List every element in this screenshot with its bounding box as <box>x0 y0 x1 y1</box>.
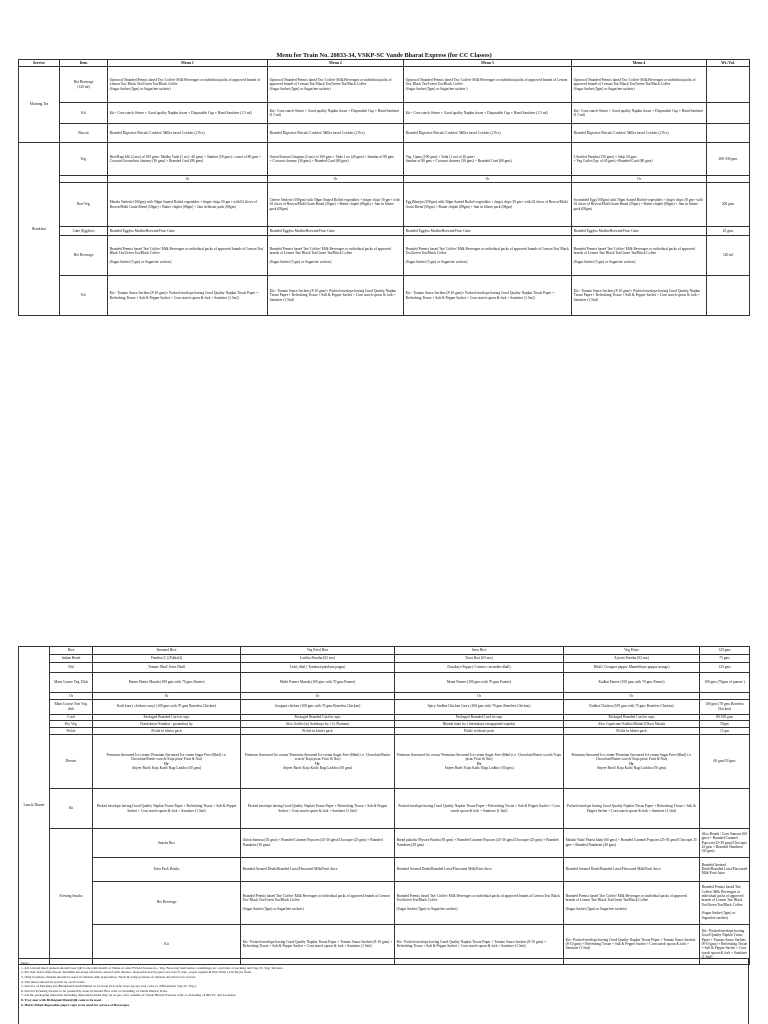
note-line: 2. Pre mix Tea/Coffee/Green Tea/Milk beverage should be served with thermo- disposable hard paper/corn starch cups , paper napkin & Hot Water (150 ml) in flask. <box>21 970 252 975</box>
or-label: Or <box>395 693 564 700</box>
menu-4-cell: Dhall ( Gongura pappu/ Mamidikaya pappu/ mango) <box>564 663 700 673</box>
menu-3-cell: Branded Premix based Tea/ Coffee/ Milk Beverages or individual packs of approved brands of Lemon Tea/ Black Tea/Green Tea/Black Coffee (Sugar Sachet (5gm) or Sugarfree sachets) <box>564 881 700 924</box>
table-row <box>19 183 750 227</box>
item-name: Main Course Veg. Dish <box>50 673 93 693</box>
menu-1-cell: Pickle in blister pack <box>93 728 241 735</box>
menu-3-cell: Branded Digestive Biscuit/ Cookies/ Millet based Cookies (2 Pcs) <box>404 124 572 143</box>
item-name: Rice <box>50 647 93 655</box>
weight-cell: 25 gms <box>707 227 750 236</box>
menu-1-cell: Branded Digestive Biscuit/ Cookies/ Millet based Cookies (2 Pcs) <box>108 124 268 143</box>
note-line: 1. All colored meal packets should bear QR Code with details of Name of unit, FSSAI license no., Veg./Non-veg item name, Grammage etc. and date of packing and Veg./N. Veg. Stickers. <box>21 965 284 970</box>
or-label: Or <box>241 693 395 700</box>
or-label: Or <box>564 693 700 700</box>
menu-4-cell: Branded Aerated Drink/Branded Lassi/Flavoured Milk/Fruit Juice <box>700 857 750 881</box>
weight-cell <box>707 276 750 316</box>
header-menu-1: Menu 1 <box>108 60 268 67</box>
menu-3-cell: Packaged Branded Curd in cups <box>395 714 564 721</box>
weight-cell: 100 gms (70gms of paneer ) <box>700 673 750 693</box>
header-menu-4: Menu 4 <box>572 60 707 67</box>
or-label: Or <box>108 176 268 183</box>
or-label: Or <box>629 761 634 766</box>
menu-4-cell: Ajwain Paratha (02 nos) <box>564 655 700 663</box>
menu-3-cell: Tawa Roti (03 nos) <box>395 655 564 663</box>
menu-2-cell: Gongura chicken (100 gms with 70 gms Boneless Chicken) <box>241 699 395 714</box>
table-row <box>19 655 750 663</box>
note-line: 4. The menu should be served on cyclic basis. <box>21 979 86 984</box>
menu-2-cell: Branded Digestive Biscuit/ Cookies/ Millet based Cookies (2 Pcs) <box>268 124 404 143</box>
notes-box <box>18 958 749 1024</box>
item-name: Hot Beverage <box>60 236 108 276</box>
menu-1-cell: Kit:- Tomato Sauce Sachets (8-10 gms)+ Packed envelope having Good Quality Napkin Tissue Paper + Refreshing Tissue + Salt & Pepper Sachet + Corn starch spoon & fork + Sanitizer (1.5ml) <box>108 276 268 316</box>
menu-3-cell: Bhendi bean fry ( bendakaya senagapindi vepudu) <box>395 721 564 728</box>
menu-1-cell: Onion Samosa (45 gms) + Branded Caramel Popcorn (25-30 gms)/Chocopie (25 gms) + Branded Namkeen (30 gms) <box>241 829 395 857</box>
table-row <box>19 789 750 829</box>
menu-3-cell: Spicy Andhra Chicken Curry (100 gms with 70 gms Boneless Chicken) <box>395 699 564 714</box>
menu-3-cell: Option of Branded Premix based Tea/ Coffee/ Milk Beverages or individual packs of approved brands of Lemon Tea/ Black Tea/Green Tea/Black Coffee (Sugar Sachet (5gm) or Sugarfree sachets ) <box>404 67 572 103</box>
table-row <box>19 721 750 728</box>
dessert-option-a: Premium flavoured Ice cream/ Premium flavoured Ice cream Sugar Free (60ml) i.e. Chocolate/Butter scotch/ Kaju pista/ Fruit & Nut) <box>396 752 562 762</box>
item-name: Dessert <box>50 735 93 789</box>
menu-3-cell: Masala Vada/ Pharta bhaji (60 gms) + Branded Caramel Popcorn (25-30 gms)/Chocopie 25 gms + Branded Namkeen (30 gms) <box>564 829 700 857</box>
notes-heading: Note:- <box>21 961 30 965</box>
menu-4-cell: Branded Eggless Muffin/Brownie/Fruit Cake <box>572 227 707 236</box>
menu-4-cell: Packed envelope having Good Quality Napkin Tissue Paper + Refreshing Tissue + Salt & Pepper Sachet + Corn starch spoon & fork + Sanitizer (1.5ml) <box>564 789 700 829</box>
menu-1-cell: Paneer Butter Masala (100 gms with 70 gms Paneer) <box>93 673 241 693</box>
table-row <box>19 236 750 276</box>
weight-cell: 120 ml <box>707 236 750 276</box>
table-row <box>19 728 750 735</box>
table-row <box>19 699 750 714</box>
header-service: Service <box>19 60 60 67</box>
weight-cell: 200-330 gms <box>707 143 750 176</box>
item-name: Hot Beverage (120 ml) <box>60 67 108 103</box>
menu-4-cell: Kit:- Tomato Sauce Sachets (8-10 gms)+ Packed envelope having Good Quality Napkin Tissue Paper + Refreshing Tissue + Salt & Pepper Sachet + Corn starch spoon & fork + Sanitizer (1.5ml) <box>572 276 707 316</box>
table-row <box>19 143 750 176</box>
menu-1-cell: Branded Eggless Muffin/Brownie/Fruit Cake <box>108 227 268 236</box>
item-name: Pickle <box>50 728 93 735</box>
menu-2-cell: Lachha Paratha (02 nos) <box>241 655 395 663</box>
menu-1-cell: Kit:- Packed envelope having Good Quality Napkin Tissue Paper + Tomato Sauce Sachets (8-10 gms) + Refreshing Tissue + Salt & Pepper Sachet + Corn starch spoon & fork + Sanitizer (1.5ml) <box>241 924 395 964</box>
menu-3-cell: Kit:- Packed envelope having Good Quality Napkin Tissue Paper + Tomato Sauce Sachets (8-10 gms) + Refreshing Tissue + Salt & Pepper Sachet + Corn starch spoon & fork + Sanitizer (1.5ml) <box>564 924 700 964</box>
menu-4-cell: Branded Premix based Tea/ Coffee/ Milk Beverages or individual packs of approved brands of Lemon Tea/ Black Tea/Green Tea/Black Coffee (Sugar Sachet (5gm) or Sugarfree sachets) <box>700 881 750 924</box>
menu-2-cell: Bread pakoda/ Mysore Bonda (65 gms) + Branded Caramel Popcorn (25-30 gms)/Chocopie (25 gms) + Branded Namkeen (30 gms) <box>395 829 564 857</box>
menu-4-cell: Branded Digestive Biscuit/ Cookies/ Millet based Cookies (2 Pcs) <box>572 124 707 143</box>
dessert-option-a: Premium flavoured Ice cream/ Premium flavoured Ice cream Sugar Free (60ml) i.e. Chocolate/Butter scotch/ Kaju pista/ Fruit & Nut) <box>244 752 391 762</box>
table-row <box>19 663 750 673</box>
menu-2-cell: Leafy dhal ( Tomkura/palakura pappu) <box>241 663 395 673</box>
service-evening-snacks: Evening Snacks <box>50 829 93 965</box>
menu-4-cell: Veg Pulao <box>564 647 700 655</box>
menu-4-cell: Branded Premix based Tea/ Coffee/ Milk Beverages or individual packs of approved brands of Lemon Tea/ Black Tea/Green Tea/Black Coffee (Sugar Sachet (5 gm) or Sugarfree sachets) <box>572 236 707 276</box>
or-label: Or <box>93 693 241 700</box>
service-breakfast: Breakfast <box>19 143 60 316</box>
menu-4-cell: Kit:- Packed envelope having Good Quality Napkin Tissue Paper + Tomato Sauce Sachets (8-10 gms) + Refreshing Tissue + Salt & Pepper Sachet + Corn starch spoon & fork + Sanitizer (1.5ml) <box>700 924 750 964</box>
item-name: Kit <box>60 103 108 124</box>
menu-2-cell: Packed envelope having Good Quality Napkin Tissue Paper + Refreshing Tissue + Salt & Pepper Sachet + Corn starch spoon & fork + Sanitizer (1.5ml) <box>241 789 395 829</box>
menu-2-cell <box>241 735 395 789</box>
item-name: Kit <box>50 789 93 829</box>
menu-3-cell: Egg Bhurjee (100gm) with 50gm Sauted Boiled vegetables + finger chips 50 gm+ with 02 slices of Brown/Multi Grain Bread (50gm) + Butter chiplet (08gm) + Jam in blister pack (08gm) <box>404 183 572 227</box>
item-name: Biscuit <box>60 124 108 143</box>
weight-cell <box>707 103 750 124</box>
menu-2-cell: Methi Paneer Masala (100 gms with 70 gms Paneer) <box>241 673 395 693</box>
table-row <box>19 124 750 143</box>
menu-3-cell <box>395 735 564 789</box>
or-label: Or <box>50 693 93 700</box>
weight-cell: 200 gms <box>707 183 750 227</box>
menu-4-cell: Kit:- Corn starch Stirrer + Good quality Napkin tissue + Disposable Cup + Hand Sanitizer (1.5 ml) <box>572 103 707 124</box>
table-row <box>19 103 750 124</box>
weight-cell <box>707 124 750 143</box>
item-name: Main Course Non Veg. dish <box>50 699 93 714</box>
item-name: Curd <box>50 714 93 721</box>
menu-2-cell: Onion/Tomato Uttapam (2 nos) of 100 gms + Vada 1 no (40 gms) + Sambar of 80 gms + Coconut chutney (30 gms) + Branded Curd (80 gms) <box>268 143 404 176</box>
table-row <box>19 227 750 236</box>
weight-cell: 100 gms (70 gms Boneless Chicken) <box>700 699 750 714</box>
menu-4-cell: Kadhai Paneer (100 gms with 70 gms Paneer) <box>564 673 700 693</box>
item-name: Kit <box>93 924 241 964</box>
menu-2-cell: Kit:- Tomato Sauce Sachets (8-10 gms)+ Packed envelope having Good Quality Napkin Tissue Paper + Refreshing Tissue + Salt & Pepper Sachet + Corn starch spoon & fork + Sanitizer (1.5ml) <box>268 276 404 316</box>
menu-3-cell: Kit:- Corn starch Stirrer + Good quality Napkin tissue + Disposable Cup + Hand Sanitizer (1.5 ml) <box>404 103 572 124</box>
menu-4-cell: Scrambled Egg (100gm) with 50gm Sauted Boiled vegetables + finger chips 50 gm+ with 02 slices of Brown/Multi Grain Bread (50gm) + Butter chiplet (08gm) + Jam in blister pack (08gm) <box>572 183 707 227</box>
menu-4-cell: Aloo Bonda / Corn Samosa (60 gms) + Branded Caramel Popcorn (25-30 gms)/Chocopie 25 gms + Branded Namkeen (30 gms) <box>700 829 750 857</box>
table-row <box>19 857 750 881</box>
or-label: Or <box>476 761 482 766</box>
item-name: Dal <box>50 663 93 673</box>
table-row <box>19 673 750 693</box>
weight-cell: 60 gms/50 gms <box>700 735 750 789</box>
menu-1-cell: Option of Branded Premix based Tea/ Coffee/ Milk Beverages or individual packs of approved brands of Lemon Tea/ Black Tea/Green Tea/Black Coffee (Sugar Sachet (5gm) or Sugarfree sachets) <box>108 67 268 103</box>
service-morning-tea: Morning Tea <box>19 67 60 143</box>
menu-1-cell: Kodi kura ( chicken curry) (100 gms with 70 gms Boneless Chicken) <box>93 699 241 714</box>
table-row <box>19 881 750 924</box>
menu-2-cell: Cheese Omlette (100gm) with 50gm Sauted Boiled vegetables + finger chips 50 gm+ with 02 slices of Brown/Multi Grain Bread (50gm) + Butter chiplet (08gm) + Jam in blister pack (08gm) <box>268 183 404 227</box>
item-name: Snacks Box <box>93 829 241 857</box>
menu-3-cell: Branded Aerated Drink/Branded Lassi/Flavoured Milk/Fruit Juice <box>564 857 700 881</box>
menu-4-cell: Kadhai Chicken (100 gms with 70 gms Boneless Chicken) <box>564 699 700 714</box>
menu-4-cell: Aloo Capsicum/ Kadhai Bhindi (Okra) Masala <box>564 721 700 728</box>
menu-3-cell: Matar Paneer (100 gms with 70 gms Paneer) <box>395 673 564 693</box>
menu-2-cell: Packaged Branded Curd in cups <box>241 714 395 721</box>
menu-2-cell: Branded Premix based Tea/ Coffee/ Milk Beverages or individual packs of approved brands of Lemon Tea/ Black Tea/Green Tea/Black Coffee (Sugar Sachet (5 gm) or Sugarfree sachets) <box>268 236 404 276</box>
note-line-bold: 8. Tray mat with Bi-lingual Menu(QR code to be used. <box>21 998 102 1003</box>
dessert-option-b: Anjeer Barfi/ Kaju Katli/ Ragi Laddoo (50 gms) <box>596 766 667 770</box>
weight-cell <box>700 789 750 829</box>
menu-4-cell: 2 Stuffed Paratha (150 gms) + Sabji 50 gms + Veg Cutlet (1pc of 40 gms) +Branded Curd (80 gms) <box>572 143 707 176</box>
menu-1-cell: Paratha (2 ) (Pulka(3) <box>93 655 241 663</box>
table-row <box>19 829 750 857</box>
menu-1-cell: Branded Premix based Tea/ Coffee/ Milk Beverages or individual packs of approved brands of Lemon Tea/ Black Tea/Green Tea/Black Coffee (Sugar Sachet (5 gm) or Sugarfree sachets) <box>108 236 268 276</box>
service-lunch-dinner: Lunch/ Dinner <box>19 647 50 965</box>
menu-3-cell: Veg. Upma (100 gms) + Vada (1 no) of 40 gms+ Sambar of 80 gms + Coconut chutney (30 gms) + Branded Curd (80 gms) <box>404 143 572 176</box>
weight-cell <box>707 67 750 103</box>
header-item: Item <box>60 60 108 67</box>
menu-4-cell <box>564 735 700 789</box>
menu-1-cell: Packaged Branded Curd in cups <box>93 714 241 721</box>
item-name: Indian Bread <box>50 655 93 663</box>
header-row <box>19 60 750 67</box>
menu-2-cell: Branded Premix based Tea/ Coffee/ Milk Beverages or individual packs of approved brands of Lemon Tea/ Black Tea/Green Tea/Black Coffee (Sugar Sachet (5gm) or Sugarfree sachets) <box>395 881 564 924</box>
menu-2-cell: Pickle in blister pack <box>241 728 395 735</box>
menu-1-cell: Masala Omlette (100gm) with 50gm Sauted Boiled vegetables + finger chips 50 gm+ with 02 slices of Brown/Multi Grain Bread (50gm) + Butter chiplet (08gm) + Jam in blister pack (08gm) <box>108 183 268 227</box>
or-row <box>19 176 750 183</box>
menu-1-cell: Branded Premix based Tea/ Coffee/ Milk Beverages or individual packs of approved brands of Lemon Tea/ Black Tea/Green Tea/Black Coffee (Sugar Sachet (5gm) or Sugarfree sachets) <box>241 881 395 924</box>
menu-1-cell: Steamed Rice <box>93 647 241 655</box>
table-row <box>19 647 750 655</box>
or-label: Or <box>268 176 404 183</box>
header-menu-2: Menu 2 <box>268 60 404 67</box>
note-line: 3. Only boneless chicken should be used in chicken dish preparation. Neck & wing portions of chicken should not be served. <box>21 974 196 979</box>
weight-cell: 15 gm <box>700 728 750 735</box>
dessert-option-b: Anjeer Barfi/ Kaju Katli/ Ragi Laddoo (50 gms) <box>282 766 353 770</box>
menu-1-cell: Branded Aerated Drink/Branded Lassi/Flavoured Milk/Fruit Juice <box>241 857 395 881</box>
dessert-option-b: Anjeer Barfi/ Kaju Katli/ Ragi Laddoo (50 gms) <box>444 766 514 770</box>
item-name: Cake (Eggless) <box>60 227 108 236</box>
table-row <box>19 67 750 103</box>
menu-4-cell: Option of Branded Premix based Tea/ Coffee/ Milk Beverages or individual packs of approved brands of Lemon Tea/ Black Tea/Green Tea/Black Coffee (Sugar Sachet (5gm) or Sugarfree sachets) <box>572 67 707 103</box>
menu-1-cell: Tomato Dhal/ Jeera Dhall <box>93 663 241 673</box>
menu-3-cell: Kit:- Tomato Sauce Sachets (8-10 gms)+ Packed envelope having Good Quality Napkin Tissue Paper + Refreshing Tissue + Salt & Pepper Sachet + Corn starch spoon & fork + Sanitizer (1.5ml) <box>404 276 572 316</box>
weight-cell: 75 gms <box>700 655 750 663</box>
item-name: Veg. <box>60 143 108 176</box>
menu-2-cell: Aloo Gobhi (or) Aratikaya fry ( Cr Plantain) <box>241 721 395 728</box>
dessert-option-a: Premium flavoured Ice cream/ Premium flavoured Ice cream Sugar Free (60ml) i.e. Chocolate/Butter scotch/ Kaju pista/ Fruit & Nut) <box>571 752 692 762</box>
menu-1-cell: Rice/Ragi Idli (2 nos) of 100 gms+ Medhu Vada (1 no) ~40 gms) + Sambar (50 gms) / carrot of 80 gms + Coconut Ground nut chutney (30 gms) + Branded Curd (80 gms) <box>108 143 268 176</box>
table-row <box>19 276 750 316</box>
menu-1-cell: Kit:- Corn starch Stirrer + Good quality Napkin tissue + Disposable Cup + Hand Sanitizer (1.5 ml) <box>108 103 268 124</box>
dessert-option-b: Anjeer Barfi/ Kaju Katli/ Ragi Laddoo (50 gms) <box>131 766 202 770</box>
or-label: Or <box>404 176 572 183</box>
menu-3-cell: Jeera Rice <box>395 647 564 655</box>
menu-table-bottom <box>18 646 750 965</box>
menu-1-cell <box>93 735 241 789</box>
menu-3-cell: Packed envelope having Good Quality Napkin Tissue Paper + Refreshing Tissue + Salt & Pepper Sachet + Corn starch spoon & fork + Sanitizer (1.5ml) <box>395 789 564 829</box>
menu-2-cell: Kit:- Packed envelope having Good Quality Napkin Tissue Paper + Tomato Sauce Sachets (8-10 gms) + Refreshing Tissue + Salt & Pepper Sachet + Corn starch spoon & fork + Sanitizer (1.5ml) <box>395 924 564 964</box>
menu-3-cell: Branded Eggless Muffin/Brownie/Fruit Cake <box>404 227 572 236</box>
menu-2-cell: Veg Fried Rice <box>241 647 395 655</box>
or-label: Or <box>164 761 169 766</box>
note-line: 7. All the packaging materials including disposable items may be as per color scheme of Vande Bharat Express with co-branding of IRCTC and Licensee. <box>21 993 237 998</box>
menu-4-cell: Pickle in blister pack <box>564 728 700 735</box>
menu-2-cell: Branded Eggless Muffin/Brownie/Fruit Cake <box>268 227 404 236</box>
menu-3-cell: Dosakaya Pappu ( Country cucumber dhall) <box>395 663 564 673</box>
note-line: 6. Service Evening Snacks to be preferably done in Snacks Box with co-branding of Vande Bharat Train. <box>21 988 168 993</box>
table-row <box>19 735 750 789</box>
header-menu-3: Menu 3 <box>404 60 572 67</box>
menu-2-cell: Kit:- Corn starch Stirrer + Good quality Napkin tissue + Disposable Cup + Hand Sanitizer (1.5 ml) <box>268 103 404 124</box>
menu-3-cell: Branded Premix based Tea/ Coffee/ Milk Beverages or individual packs of approved brands of Lemon Tea/ Black Tea/Green Tea/Black Coffee (Sugar Sachet (5 gm) or Sugarfree sachets) <box>404 236 572 276</box>
item-name: Dry Veg. <box>50 721 93 728</box>
weight-cell: 125 gms <box>700 663 750 673</box>
menu-1-cell: Dondakaya/ Kandrai - groundnut fry <box>93 721 241 728</box>
item-name: Kit <box>60 276 108 316</box>
or-label: Or <box>572 176 707 183</box>
menu-1-cell: Packed envelope having Good Quality Napkin Tissue Paper + Refreshing Tissue + Salt & Pepper Sachet + Corn starch spoon & fork + Sanitizer (1.5ml) <box>93 789 241 829</box>
menu-4-cell: Packaged Branded Curd in cups <box>564 714 700 721</box>
weight-cell: 125 gms <box>700 647 750 655</box>
weight-cell: 80-100 gms <box>700 714 750 721</box>
header-weight: Wt./Vol. <box>707 60 750 67</box>
or-label: Or <box>315 761 320 766</box>
note-line-bold: 9. Hard ribbed disposable paper cups to be used for service of Beverages. <box>21 1002 130 1007</box>
menu-3-cell: Pickle in blister pack <box>395 728 564 735</box>
weight-cell: 50gm <box>700 721 750 728</box>
note-line: 5. Service of Morning Tea/Breakfast/Lunch/Dinner to be done in acrylic trays (as per tray color to differentiate Veg./N. Veg.) <box>21 984 196 989</box>
menu-2-cell: Branded Aerated Drink/Branded Lassi/Flavoured Milk/Fruit Juice <box>395 857 564 881</box>
item-name: Hot Beverage <box>93 881 241 924</box>
menu-table-top <box>18 59 750 316</box>
dessert-option-a: Premium flavoured Ice cream/ Premium flavoured Ice cream Sugar Free (60ml) i.e. Chocolate/Butter scotch/ Kaju pista/ Fruit & Nut) <box>106 752 227 762</box>
item-name: Tetra Pack Drinks <box>93 857 241 881</box>
menu-2-cell: Option of Branded Premix based Tea/ Coffee/ Milk Beverages or individual packs of approved brands of Lemon Tea/ Black Tea/Green Tea/Black Coffee (Sugar Sachet (5gm) or Sugarfree sachets) <box>268 67 404 103</box>
item-name: Non-Veg. <box>60 183 108 227</box>
page-title: Menu for Train No. 20833-34, VSKP-SC Vande Bharat Express (for CC Classes) <box>276 52 492 59</box>
